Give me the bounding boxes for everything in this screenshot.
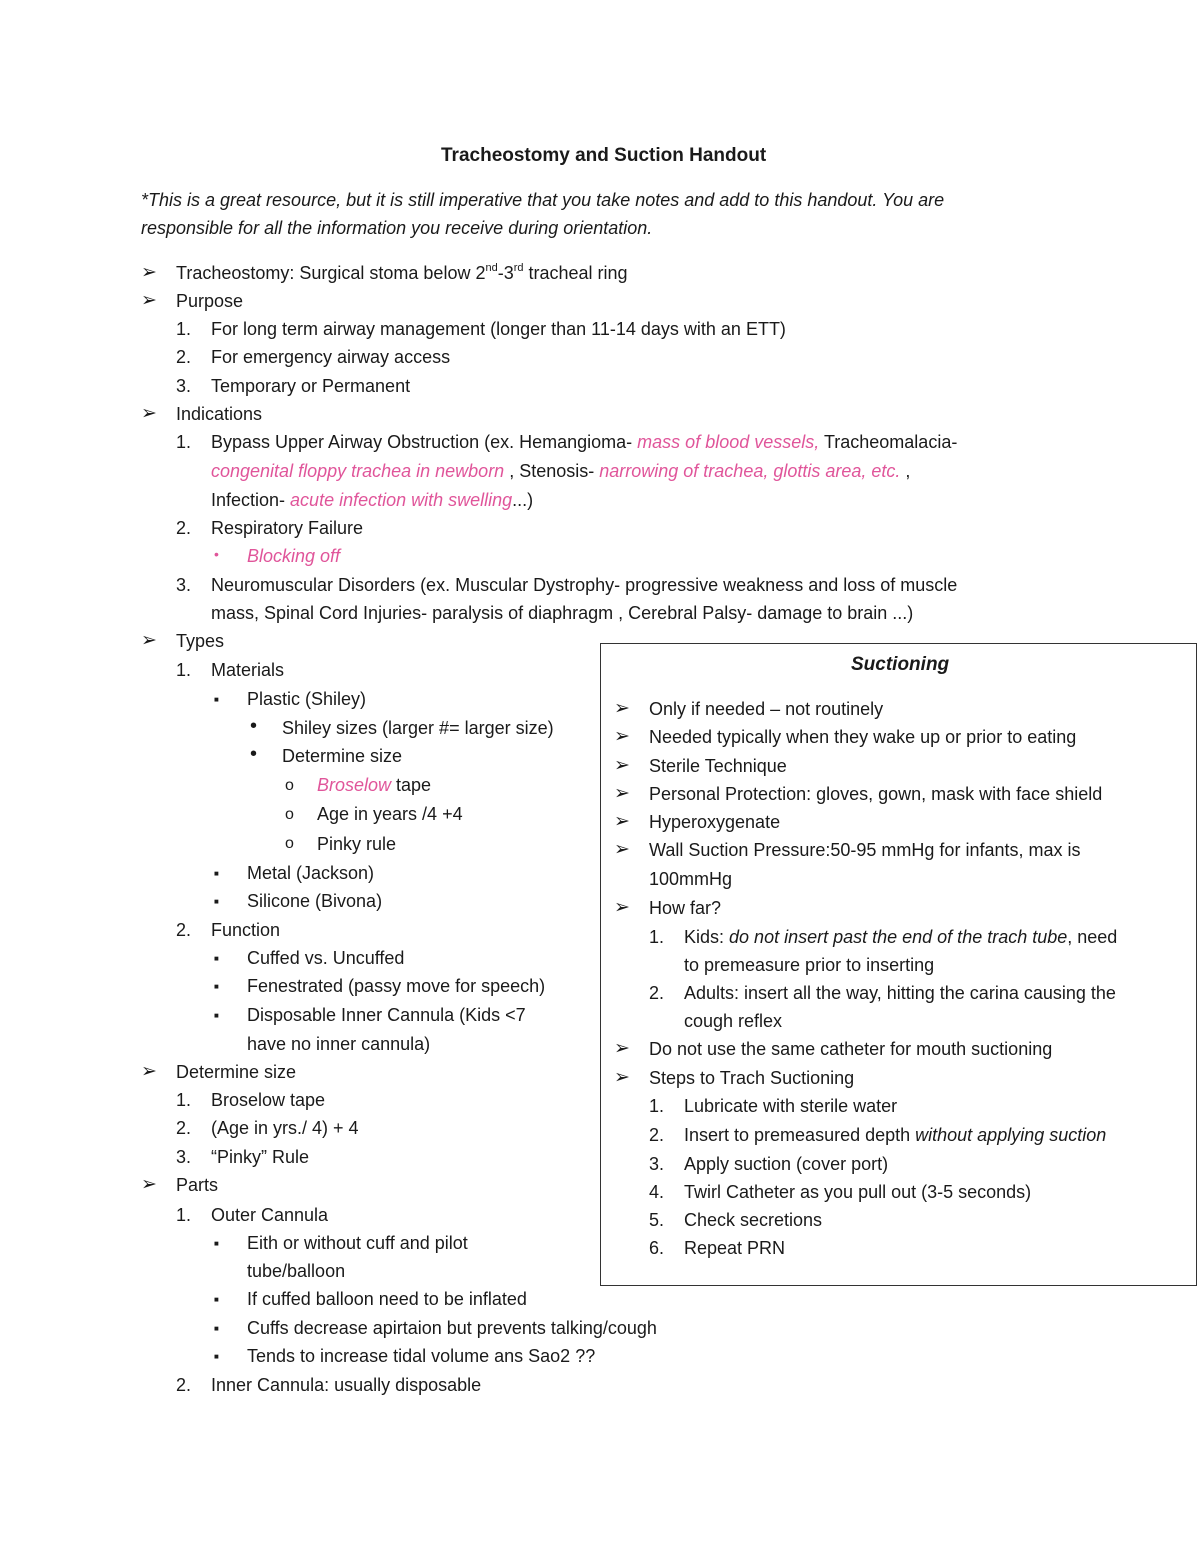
square-bullet-icon: ■ — [214, 1011, 219, 1020]
types-subitem: Disposable Inner Cannula (Kids <7 — [247, 1005, 526, 1025]
arrow-bullet-icon: ➢ — [614, 811, 630, 832]
determine-item: (Age in yrs./ 4) + 4 — [211, 1118, 359, 1138]
list-number: 6. — [649, 1238, 665, 1258]
determine-item: Broselow tape — [211, 1090, 326, 1110]
types-subitem: Metal (Jackson) — [247, 863, 375, 883]
square-bullet-icon: ■ — [214, 1324, 219, 1333]
parts-subitem: If cuffed balloon need to be inflated — [247, 1289, 527, 1309]
circle-bullet-icon: o — [285, 806, 294, 823]
suctioning-title: Suctioning — [851, 654, 950, 675]
bullet-dot-icon: • — [250, 743, 258, 765]
suction-bullet: Needed typically when they wake up or prior to eating — [649, 727, 1077, 747]
types-item: Materials — [211, 660, 285, 680]
arrow-bullet-icon: ➢ — [614, 839, 630, 860]
list-number: 1. — [176, 432, 192, 452]
determine-size-heading: Determine size — [176, 1062, 297, 1082]
page-title: Tracheostomy and Suction Handout — [441, 145, 767, 166]
list-number: 2. — [176, 518, 192, 538]
list-number: 2. — [176, 1375, 192, 1395]
arrow-bullet-icon: ➢ — [141, 630, 157, 651]
parts-item: Inner Cannula: usually disposable — [211, 1375, 482, 1395]
bullet-dot-icon: • — [250, 715, 258, 737]
arrow-bullet-icon: ➢ — [614, 698, 630, 719]
suction-bullet: Hyperoxygenate — [649, 812, 781, 832]
arrow-bullet-icon: ➢ — [614, 755, 630, 776]
types-heading: Types — [176, 631, 225, 651]
step-item: Insert to premeasured depth without applying suction — [684, 1125, 1107, 1145]
list-number: 1. — [176, 660, 192, 680]
indication-item-cont: congenital floppy trachea in newborn , Stenosis- narrowing of trachea, glottis area, etc. , — [211, 461, 911, 481]
list-number: 2. — [176, 920, 192, 940]
determine-item: “Pinky” Rule — [211, 1147, 310, 1167]
suction-bullet: Do not use the same catheter for mouth suctioning — [649, 1039, 1053, 1059]
square-bullet-icon: ■ — [214, 1352, 219, 1361]
step-item: Repeat PRN — [684, 1238, 786, 1258]
arrow-bullet-icon: ➢ — [614, 1067, 630, 1088]
square-bullet-icon: ■ — [214, 869, 219, 878]
intro-line-2: responsible for all the information you receive during orientation. — [141, 218, 653, 238]
types-detail: Pinky rule — [317, 834, 397, 854]
types-subitem: Silicone (Bivona) — [247, 891, 383, 911]
parts-subitem-cont: tube/balloon — [247, 1261, 346, 1281]
how-far-item-cont: to premeasure prior to inserting — [684, 955, 935, 975]
how-far-item: Adults: insert all the way, hitting the carina causing the — [684, 983, 1116, 1003]
purpose-item: For emergency airway access — [211, 347, 451, 367]
square-bullet-icon: ■ — [214, 982, 219, 991]
arrow-bullet-icon: ➢ — [614, 726, 630, 747]
list-number: 2. — [649, 983, 665, 1003]
indication-item-cont: mass, Spinal Cord Injuries- paralysis of diaphragm , Cerebral Palsy- damage to brain ...) — [211, 603, 914, 623]
step-item: Lubricate with sterile water — [684, 1096, 898, 1116]
suction-bullet: Sterile Technique — [649, 756, 787, 776]
arrow-bullet-icon: ➢ — [141, 1061, 157, 1082]
step-item: Apply suction (cover port) — [684, 1154, 889, 1174]
indication-item: Respiratory Failure — [211, 518, 364, 538]
types-subitem: Fenestrated (passy move for speech) — [247, 976, 546, 996]
types-item: Function — [211, 920, 281, 940]
suction-bullet: Wall Suction Pressure:50-95 mmHg for infants, max is — [649, 840, 1081, 860]
square-bullet-icon: ■ — [214, 1295, 219, 1304]
types-subitem: Cuffed vs. Uncuffed — [247, 948, 405, 968]
bullet-dot-icon: • — [214, 546, 219, 562]
arrow-bullet-icon: ➢ — [614, 783, 630, 804]
parts-subitem: Cuffs decrease apirtaion but prevents talking/cough — [247, 1318, 657, 1338]
indication-item-cont: Infection- acute infection with swelling...) — [211, 490, 534, 510]
step-item: Twirl Catheter as you pull out (3-5 seconds) — [684, 1182, 1032, 1202]
parts-subitem: Eith or without cuff and pilot — [247, 1233, 468, 1253]
list-number: 3. — [176, 376, 192, 396]
list-number: 2. — [176, 1118, 192, 1138]
circle-bullet-icon: o — [285, 835, 294, 852]
parts-subitem: Tends to increase tidal volume ans Sao2 ?? — [247, 1346, 596, 1366]
how-far-item: Kids: do not insert past the end of the trach tube, need — [684, 927, 1118, 947]
suction-bullet: Steps to Trach Suctioning — [649, 1068, 855, 1088]
list-number: 1. — [176, 1090, 192, 1110]
list-number: 1. — [176, 1205, 192, 1225]
list-number: 2. — [649, 1125, 665, 1145]
suction-bullet: How far? — [649, 898, 722, 918]
list-number: 3. — [176, 575, 192, 595]
suction-bullet-cont: 100mmHg — [649, 869, 733, 889]
parts-item: Outer Cannula — [211, 1205, 329, 1225]
arrow-bullet-icon: ➢ — [141, 290, 157, 311]
intro-line-1: *This is a great resource, but it is still imperative that you take notes and add to this handout. You are — [141, 190, 945, 210]
types-subsubitem: Shiley sizes (larger #= larger size) — [282, 718, 554, 738]
purpose-item: For long term airway management (longer than 11-14 days with an ETT) — [211, 319, 786, 339]
step-item: Check secretions — [684, 1210, 823, 1230]
types-detail: Age in years /4 +4 — [317, 804, 463, 824]
arrow-bullet-icon: ➢ — [141, 262, 157, 283]
types-subitem-cont: have no inner cannula) — [247, 1034, 431, 1054]
indication-subitem: Blocking off — [247, 546, 341, 566]
parts-heading: Parts — [176, 1175, 219, 1195]
list-number: 3. — [649, 1154, 665, 1174]
list-number: 1. — [649, 1096, 665, 1116]
list-number: 3. — [176, 1147, 192, 1167]
arrow-bullet-icon: ➢ — [614, 897, 630, 918]
indication-item: Neuromuscular Disorders (ex. Muscular Dystrophy- progressive weakness and loss of muscle — [211, 575, 958, 595]
types-subsubitem: Determine size — [282, 746, 403, 766]
indications-heading: Indications — [176, 404, 263, 424]
circle-bullet-icon: o — [285, 777, 294, 794]
list-number: 1. — [176, 319, 192, 339]
purpose-heading: Purpose — [176, 291, 244, 311]
list-number: 5. — [649, 1210, 665, 1230]
indication-item: Bypass Upper Airway Obstruction (ex. Hemangioma- mass of blood vessels, Tracheomalacia- — [211, 432, 958, 452]
list-number: 2. — [176, 347, 192, 367]
square-bullet-icon: ■ — [214, 1239, 219, 1248]
arrow-bullet-icon: ➢ — [141, 403, 157, 424]
how-far-item-cont: cough reflex — [684, 1011, 783, 1031]
types-subitem: Plastic (Shiley) — [247, 689, 367, 709]
suction-bullet: Personal Protection: gloves, gown, mask with face shield — [649, 784, 1103, 804]
list-number: 4. — [649, 1182, 665, 1202]
arrow-bullet-icon: ➢ — [141, 1174, 157, 1195]
square-bullet-icon: ■ — [214, 897, 219, 906]
arrow-bullet-icon: ➢ — [614, 1038, 630, 1059]
purpose-item: Temporary or Permanent — [211, 376, 411, 396]
square-bullet-icon: ■ — [214, 695, 219, 704]
suction-bullet: Only if needed – not routinely — [649, 699, 884, 719]
tracheostomy-definition: Tracheostomy: Surgical stoma below 2nd-3rd tracheal ring — [176, 262, 628, 283]
types-detail: Broselow tape — [317, 775, 432, 795]
list-number: 1. — [649, 927, 665, 947]
square-bullet-icon: ■ — [214, 954, 219, 963]
